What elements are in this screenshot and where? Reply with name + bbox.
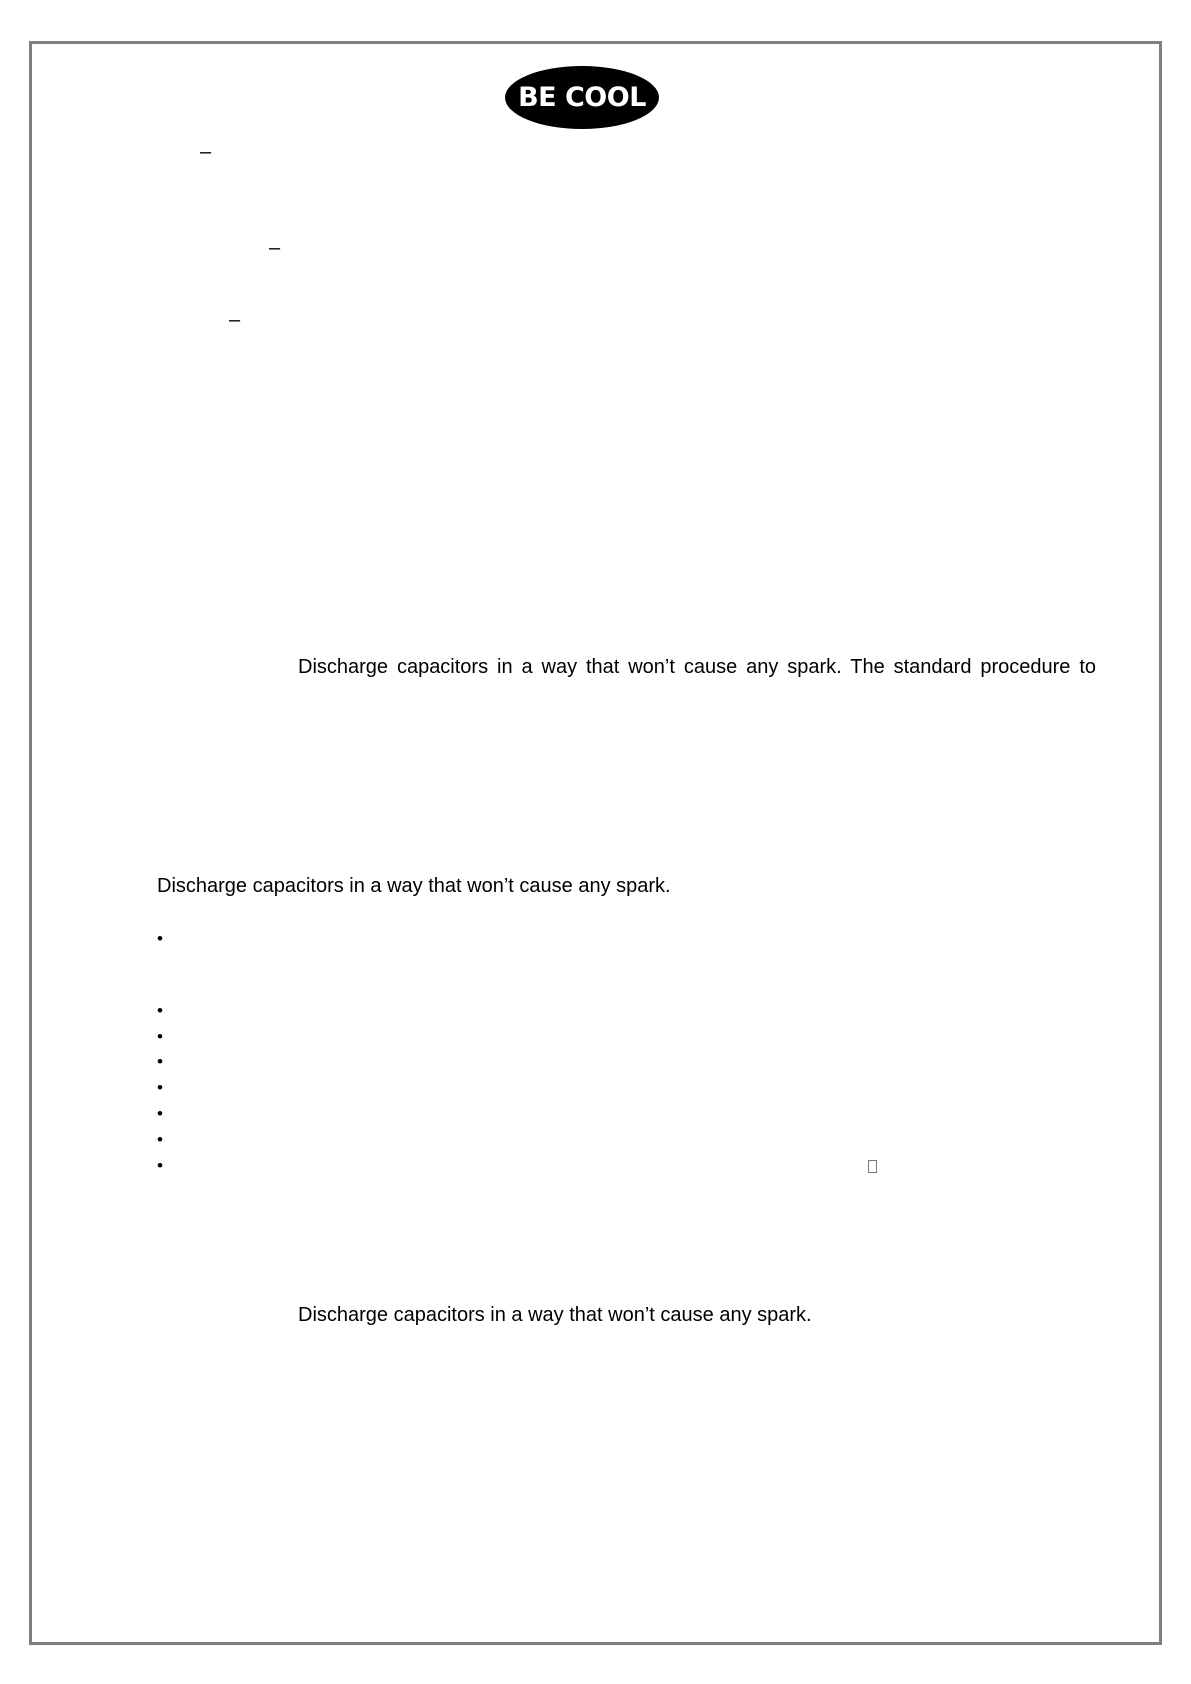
- paragraph-text: Discharge capacitors in a way that won’t cause any spark.: [157, 875, 671, 897]
- logo-text: BE COOL: [518, 82, 646, 113]
- bullet-point: •: [157, 1027, 163, 1046]
- be-cool-logo: [505, 66, 659, 129]
- paragraph-text: Discharge capacitors in a way that won’t cause any spark. The standard procedure to: [298, 656, 1096, 678]
- page-border: [29, 41, 1162, 1645]
- dash-marker: –: [200, 141, 212, 163]
- bullet-point: •: [157, 1130, 163, 1149]
- bullet-point: •: [157, 929, 163, 948]
- bullet-point: •: [157, 1104, 163, 1123]
- bullet-point: •: [157, 1001, 163, 1020]
- bullet-point: •: [157, 1052, 163, 1071]
- missing-glyph-icon: [868, 1160, 877, 1173]
- dash-marker: –: [229, 309, 241, 331]
- paragraph-text: Discharge capacitors in a way that won’t cause any spark.: [298, 1304, 812, 1326]
- bullet-point: •: [157, 1078, 163, 1097]
- dash-marker: –: [269, 237, 281, 259]
- bullet-point: •: [157, 1156, 163, 1175]
